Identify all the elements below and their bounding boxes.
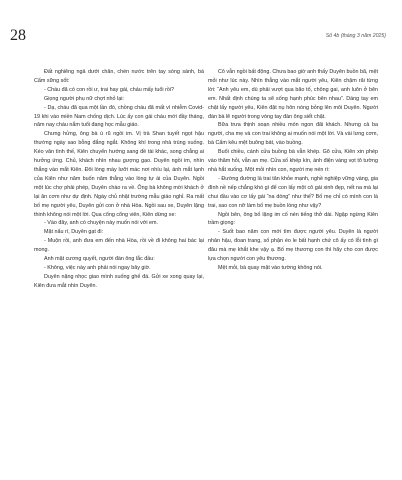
paragraph: Buổi chiều, cánh cửa buồng bà vẫn khép. Gõ cửa, Kiên xin phép vào thăm hỏi, vẫn an mẹ. Cửa số khép kín, ánh điện vàng vọt tô tường nhà hắt xuống. Một mỏi nhìn con, người mẹ nén rì: <box>208 149 378 173</box>
paragraph: Chưng hửng, ông bà ú rũ ngồi im. Vị trà Shan tuyết ngọt hậu thường ngày sao bỗng đắng ngắt. Không khí trong nhà trùng xuống. Kéo văn tình thế, Kiên chuyển hướng sang đề tài khác, song chẳng ai hưởng ứng. Chủ, khách nhìn nhau gượng gạo. Duyên ngồi im, nhìn thẳng vào mắt Kiên. Đôi lòng mày lưỡi mác nơi nhíu lại, ánh mắt lạnh của Kiên như năm buốn năm thẳng vào lòng tự ái của Duyên. Ngồi một lúc chợ phải phép, Duyên chào ra về. Ông bà không mời khách ở lại ăn cơm như dự định. Ngày chủ nhật trường mẫu giáo nghỉ. Ra mất bố mẹ người yêu, Duyên gửi con ở nhà Hòa. Ngồi sau xe, Duyên lặng thinh không nói một lời. Qua cổng cổng viên, Kiên dừng xe: <box>34 131 204 218</box>
paragraph: - Suốt bao năm con mới tìm được người yêu. Duyên là người nhân hậu, đoan trang, số phận éo le bất hạnh chứ cô ấy có lỗi tình gì đâu mà mẹ khắt khe vậy ạ. Bố mẹ thương con thì hãy cho con được lựa chọn người con yêu thương. <box>208 229 378 263</box>
issue-label: Số 4b (tháng 3 năm 2025) <box>325 33 386 39</box>
paragraph: Duyên nặng nhọc giao mình xuống ghế đá. Gửi xe xong quay lại, Kiên đưa mắt nhìn Duyên. <box>34 273 204 289</box>
right-column <box>208 68 378 273</box>
paragraph: Bữa trưa thịnh soạn nhiều món ngon đãi khách. Nhưng cả ba người, cha mẹ và con trai không ai muốn nói một lời. Và vài lưng cơm, bà Cẩm kêu mệt buông bát, vào buồng. <box>208 122 378 147</box>
paragraph: Cô vẫn ngồi bất động. Chưa bao giờ anh thấy Duyên buồn bã, mệt mỏi như lúc này. Nhìn thẳng vào mắt người yêu, Kiên chậm rãi từng lời: “Anh yêu em, dù phải vượt qua bão tố, chông gai, anh luôn ở bên em. Nhất định chúng ta sẽ sống hạnh phúc bên nhau”. Dáng tay em chặt lấy người yêu, Kiên đặt nụ hôn nóng bỏng lên môi Duyên. Người đàn bà lẽ người trong vòng tay đàn ông siết chặt. <box>208 69 378 120</box>
paragraph: - Đường đường là trai tân khỏe mạnh, nghề nghiệp vững vàng, gia đình nề nếp chẳng khó gì để con lấy một cô gái xinh đẹp, nết na mà lại chui đầu vào cơ lấy gái “na dòng” như thế? Bố mẹ chỉ có mình con là trai, sao con nỡ làm bố mẹ buồn lòng như vậy? <box>208 175 378 209</box>
paragraph: - Không, việc này anh phải nói ngay bây giờ. <box>44 264 151 271</box>
page-number: 28 <box>10 27 26 44</box>
paragraph: - Cháu đã có con rồi ư, trai hay gái, cháu mấy tuổi rồi? <box>44 86 175 93</box>
paragraph: Anh mặt cương quyết, người đàn ông lắc đầu: <box>44 256 155 263</box>
paragraph: Ngồi bên, ông bố lặng im cố nén tiếng thở dài. Ngập ngừng Kiên trầm giọng: <box>208 211 378 227</box>
paragraph: Mệt mỏi, bà quay mặt vào tường không nói. <box>218 264 323 271</box>
paragraph: - Dạ, cháu đã qua một lần đò, chồng cháu đã mất vì nhiễm Covid-19 khi vào miền Nam chống dịch. Lúc ấy con gái cháu mới đầy tháng, năm nay cháu nắm tuổi đang học mẫu giáo. <box>34 104 204 129</box>
paragraph: Đất nghiêng ngả dưới chân, chén nước trên tay sóng sánh, bà Cẩm sững sốt: <box>34 69 204 84</box>
paragraph: Giọng người phụ nữ chợt nhỏ lại: <box>44 95 124 102</box>
left-column <box>34 68 204 291</box>
paragraph: - Muộn rồi, anh đưa em đến nhà Hòa, rồi về đi không hai bác lại mong. <box>34 238 204 254</box>
paragraph: - Vào đây, anh có chuyện này muốn nói với em. <box>44 220 159 227</box>
paragraph: Mặt nẩu rì, Duyên gạt đi: <box>44 229 104 236</box>
